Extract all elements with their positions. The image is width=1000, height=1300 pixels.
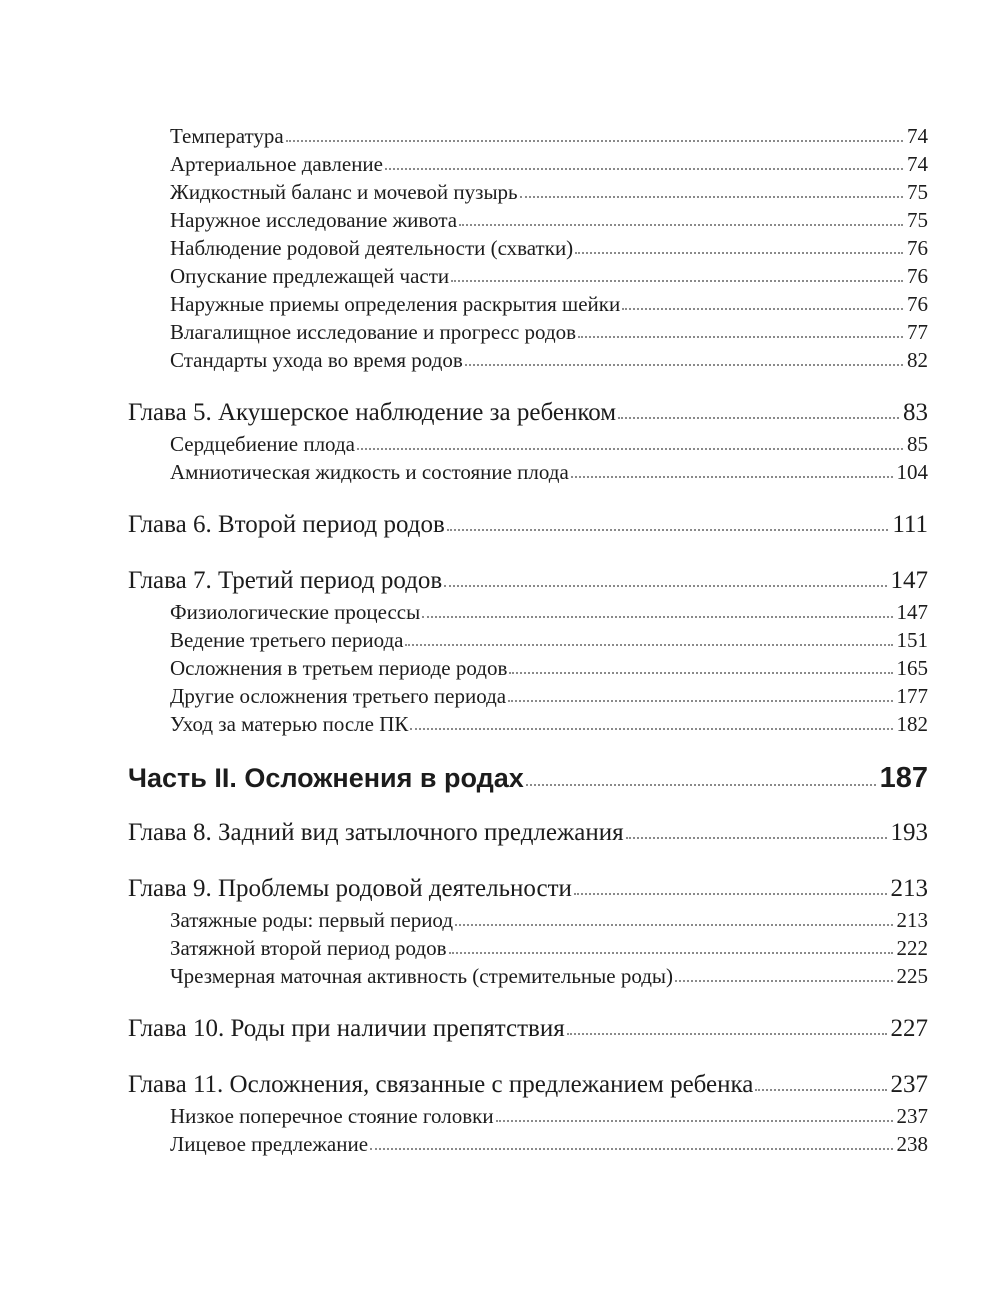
dot-leader	[675, 980, 892, 982]
toc-section-entry	[128, 458, 928, 486]
toc-section-entry	[128, 262, 928, 290]
page-number: 82	[907, 348, 928, 372]
toc-section-entry	[128, 626, 928, 654]
dot-leader	[357, 448, 903, 450]
table-of-contents	[128, 122, 928, 1158]
toc-section-entry	[128, 962, 928, 990]
page-number: 85	[907, 432, 928, 456]
toc-section-entry	[128, 206, 928, 234]
toc-section-entry	[128, 290, 928, 318]
entry-title: Жидкостный баланс и мочевой пузырь	[170, 180, 518, 204]
entry-title: Глава 7. Третий период родов	[128, 567, 443, 594]
entry-title: Глава 10. Роды при наличии препятствия	[128, 1015, 565, 1042]
dot-leader	[455, 924, 892, 926]
toc-section-entry	[128, 1102, 928, 1130]
entry-title: Глава 6. Второй период родов	[128, 511, 445, 538]
dot-leader	[508, 700, 892, 702]
dot-leader	[447, 529, 889, 531]
toc-section-entry	[128, 1130, 928, 1158]
entry-title: Затяжной второй период родов	[170, 936, 447, 960]
toc-section-entry	[128, 346, 928, 374]
dot-leader	[526, 784, 876, 786]
entry-title: Наружное исследование живота	[170, 208, 458, 232]
entry-title: Температура	[170, 124, 284, 148]
dot-leader	[567, 1033, 887, 1035]
dot-leader	[451, 280, 903, 282]
dot-leader	[385, 168, 903, 170]
toc-chapter-entry	[128, 872, 928, 906]
entry-title: Глава 8. Задний вид затылочного предлежания	[128, 819, 624, 846]
dot-leader	[465, 364, 903, 366]
entry-title: Уход за матерью после ПК	[170, 712, 409, 736]
page-number: 187	[879, 762, 928, 794]
entry-title: Чрезмерная маточная активность (стремительные роды)	[170, 964, 674, 988]
entry-title: Наблюдение родовой деятельности (схватки)	[170, 236, 574, 260]
dot-leader	[618, 417, 899, 419]
toc-section-entry	[128, 906, 928, 934]
page-number: 237	[896, 1104, 928, 1128]
toc-section-entry	[128, 598, 928, 626]
dot-leader	[626, 837, 887, 839]
entry-title: Амниотическая жидкость и состояние плода	[170, 460, 569, 484]
dot-leader	[459, 224, 903, 226]
entry-title: Наружные приемы определения раскрытия шейки	[170, 292, 621, 316]
page-number: 104	[896, 460, 928, 484]
toc-section-entry	[128, 178, 928, 206]
dot-leader	[622, 308, 903, 310]
page-number: 147	[890, 567, 928, 594]
entry-title: Артериальное давление	[170, 152, 383, 176]
dot-leader	[410, 728, 892, 730]
dot-leader	[405, 644, 892, 646]
dot-leader	[496, 1120, 893, 1122]
dot-leader	[370, 1148, 892, 1150]
entry-title: Лицевое предлежание	[170, 1132, 369, 1156]
page-number: 74	[907, 152, 928, 176]
toc-section-entry	[128, 430, 928, 458]
dot-leader	[574, 893, 887, 895]
dot-leader	[578, 336, 903, 338]
page-number: 83	[903, 399, 928, 426]
entry-title: Другие осложнения третьего периода	[170, 684, 507, 708]
dot-leader	[575, 252, 903, 254]
page-number: 237	[890, 1071, 928, 1098]
entry-title: Глава 11. Осложнения, связанные с предлежанием ребенка	[128, 1071, 754, 1098]
entry-title: Осложнения в третьем периоде родов	[170, 656, 508, 680]
entry-title: Глава 9. Проблемы родовой деятельности	[128, 875, 572, 902]
toc-chapter-entry	[128, 564, 928, 598]
dot-leader	[571, 476, 893, 478]
page-number: 151	[896, 628, 928, 652]
entry-title: Затяжные роды: первый период	[170, 908, 454, 932]
entry-title: Низкое поперечное стояние головки	[170, 1104, 494, 1128]
page-number: 225	[896, 964, 928, 988]
dot-leader	[509, 672, 892, 674]
entry-title: Ведение третьего периода	[170, 628, 404, 652]
toc-section-entry	[128, 318, 928, 346]
entry-title: Влагалищное исследование и прогресс родов	[170, 320, 577, 344]
page-number: 213	[890, 875, 928, 902]
toc-chapter-entry	[128, 1068, 928, 1102]
toc-section-entry	[128, 710, 928, 738]
toc-section-entry	[128, 682, 928, 710]
page-number: 76	[907, 292, 928, 316]
page-number: 111	[892, 511, 928, 538]
page-number: 74	[907, 124, 928, 148]
entry-title: Часть II. Осложнения в родах	[128, 763, 524, 793]
page-number: 213	[896, 908, 928, 932]
dot-leader	[444, 585, 886, 587]
entry-title: Глава 5. Акушерское наблюдение за ребенком	[128, 399, 617, 426]
dot-leader	[449, 952, 893, 954]
toc-section-entry	[128, 234, 928, 262]
dot-leader	[520, 196, 903, 198]
entry-title: Стандарты ухода во время родов	[170, 348, 463, 372]
page-number: 227	[890, 1015, 928, 1042]
page-number: 147	[896, 600, 928, 624]
toc-chapter-entry	[128, 816, 928, 850]
page-number: 177	[896, 684, 928, 708]
page-number: 165	[896, 656, 928, 680]
page-number: 76	[907, 236, 928, 260]
toc-chapter-entry	[128, 1012, 928, 1046]
page-number: 77	[907, 320, 928, 344]
dot-leader	[422, 616, 892, 618]
toc-section-entry	[128, 934, 928, 962]
toc-chapter-entry	[128, 508, 928, 542]
page-number: 222	[896, 936, 928, 960]
toc-section-entry	[128, 150, 928, 178]
page-number: 238	[896, 1132, 928, 1156]
page-number: 193	[890, 819, 928, 846]
dot-leader	[755, 1089, 886, 1091]
toc-section-entry	[128, 654, 928, 682]
entry-title: Физиологические процессы	[170, 600, 421, 624]
entry-title: Опускание предлежащей части	[170, 264, 450, 288]
page-number: 76	[907, 264, 928, 288]
toc-chapter-entry	[128, 396, 928, 430]
entry-title: Сердцебиение плода	[170, 432, 355, 456]
page-number: 182	[896, 712, 928, 736]
page-number: 75	[907, 208, 928, 232]
toc-part-entry	[128, 758, 928, 798]
dot-leader	[286, 140, 903, 142]
toc-section-entry	[128, 122, 928, 150]
page-number: 75	[907, 180, 928, 204]
